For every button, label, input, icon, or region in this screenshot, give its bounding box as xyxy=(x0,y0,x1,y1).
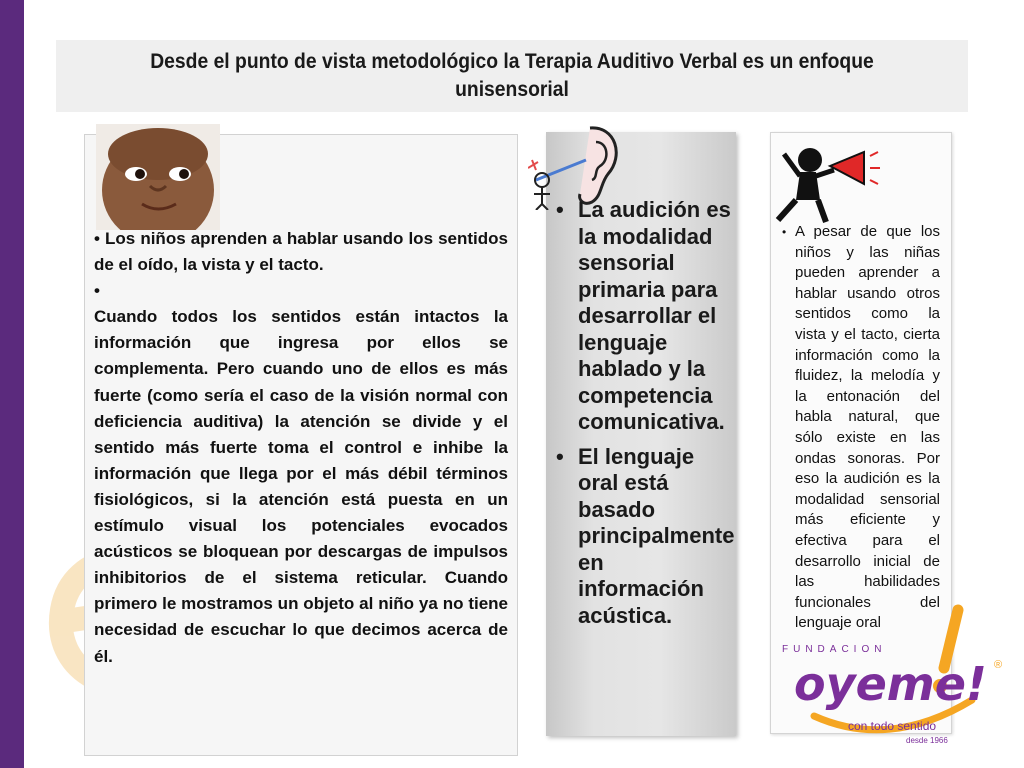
bullet: • xyxy=(94,281,100,301)
left-panel-text xyxy=(94,226,508,670)
megaphone-figure-icon xyxy=(760,140,890,225)
logo-fundacion-text: FUNDACION xyxy=(782,644,887,655)
left-paragraph-1-text: Los niños aprenden a hablar usando los sentidos de el oído, la vista y el tacto. xyxy=(94,229,508,275)
left-accent-bar xyxy=(0,0,24,768)
left-bullet-line xyxy=(94,278,508,304)
center-item-1-text: La audición es la modalidad sensorial primaria para desarrollar el lenguaje hablado y la competencia comunicativa. xyxy=(578,197,731,434)
bullet: • xyxy=(556,197,564,222)
bullet: • xyxy=(556,443,564,469)
bullet: • xyxy=(94,229,100,248)
title-banner xyxy=(56,40,968,112)
right-panel-text xyxy=(782,222,940,634)
list-item xyxy=(556,443,735,630)
baby-photo xyxy=(96,124,220,230)
oyeme-foundation-logo xyxy=(780,604,1010,754)
logo-since: desde 1966 xyxy=(906,736,948,745)
left-paragraph-2: Cuando todos los sentidos están intactos la información que ingresa por ellos se complementa. Pero cuando uno de ellos es más fuerte (como sería el caso de la visión normal con deficiencia auditiva) la atención se divide y el sentido más fuerte toma el control e inhibe la información que llega por el más débil términos fisiológicos, si la atención está puesta en un estímulo visual los potenciales evocados acústicos se bloquean por descargas de impulsos inhibitorios de el sistema reticular. Cuando primero le mostramos un objeto al niño ya no tiene necesidad de escuchar lo que decimos acerca de él. xyxy=(94,307,508,666)
left-paragraph-1 xyxy=(94,226,508,278)
logo-registered-mark: ® xyxy=(994,659,1003,671)
list-item xyxy=(556,197,732,436)
center-bullet-list xyxy=(556,197,735,637)
logo-name: oyeme! xyxy=(794,657,987,711)
right-paragraph: A pesar de que los niños y las niñas pueden aprender a hablar usando otros sentidos como la vista y el tacto, cierta información como la fluidez, la melodía y la entonación del habla natural, que sólo existe en las ondas sonoras. Por eso la audición es la modalidad sensorial más eficiente y efectiva para el desarrollo inicial de las habilidades funcionales del lenguaje oral xyxy=(795,223,940,632)
logo-tagline: con todo sentido xyxy=(848,719,937,733)
bullet: • xyxy=(782,225,787,239)
slide-title: Desde el punto de vista metodológico la Terapia Auditivo Verbal es un enfoque unisensorial xyxy=(150,50,874,101)
center-item-2-text: El lenguaje oral está basado principalmente en información acústica. xyxy=(578,443,735,628)
